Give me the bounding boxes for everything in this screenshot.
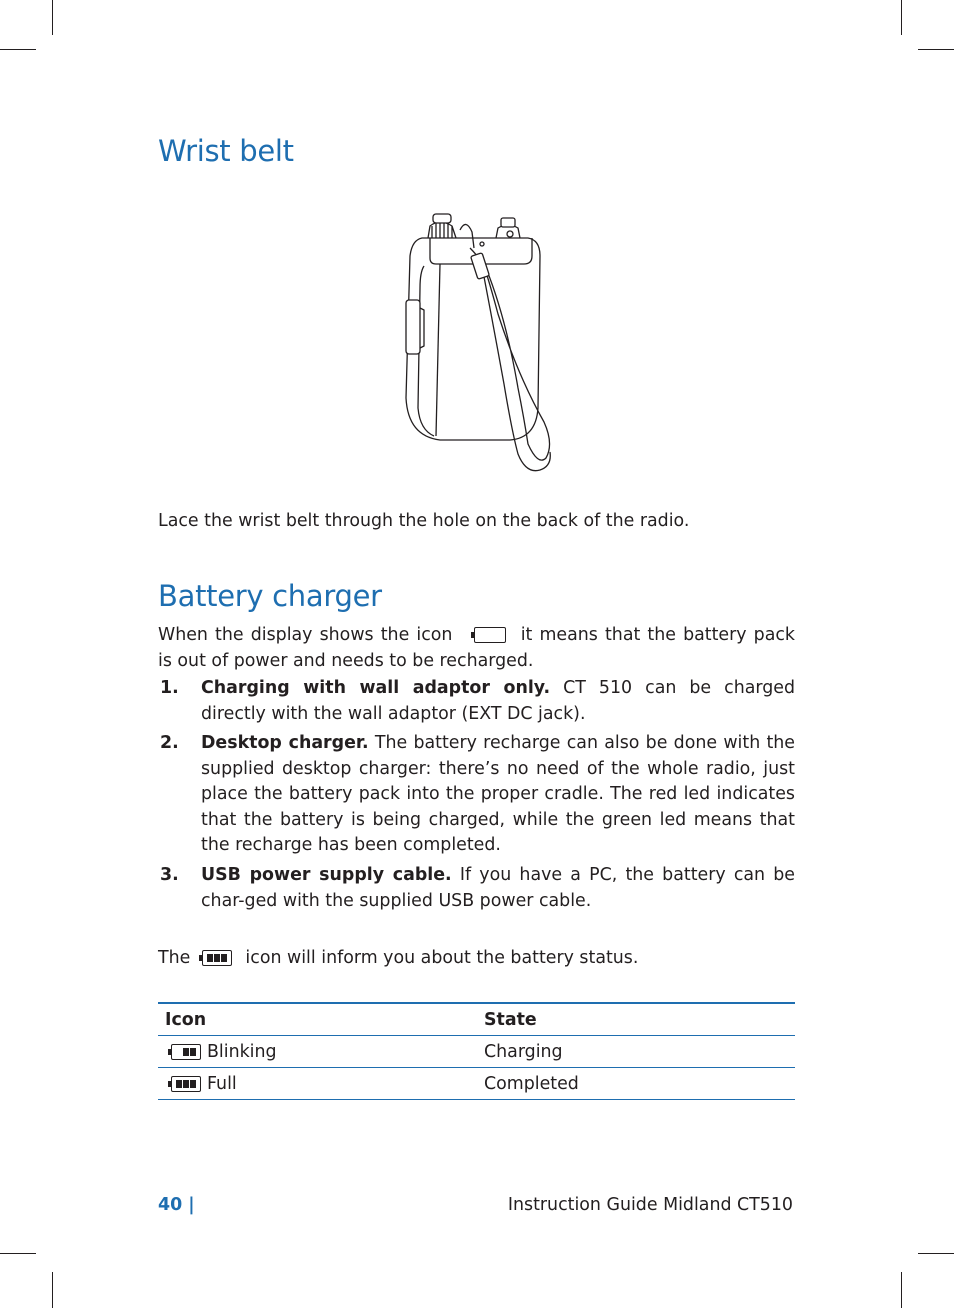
crop-mark [918,49,954,50]
list-item [158,863,795,914]
list-item-number: 1. [160,678,179,698]
table-cell-icon [158,1036,477,1068]
table-header-row [158,1003,795,1036]
table-cell-state: Completed [477,1068,795,1100]
list-item-text: If you have a PC, the battery can be char-ged with the supplied USB power cable. [201,865,795,911]
status-text-after: icon will inform you about the battery status. [245,948,639,968]
list-item [158,731,795,859]
wrist-belt-caption: Lace the wrist belt through the hole on the back of the radio. [158,511,690,531]
wrist-belt-heading: Wrist belt [158,134,294,168]
radio-with-wrist-strap-illustration [400,208,560,480]
table-cell-icon-label: Full [207,1073,237,1094]
crop-mark [52,0,53,35]
crop-mark [52,1272,53,1308]
list-item-text: The battery recharge can also be done with the supplied desktop charger: there’s no need of the whole radio, just place the battery pack into the proper cradle. The red led indicates that the battery is being charged, while the green led means that the recharge has been completed. [201,733,796,856]
battery-full-icon [202,950,232,966]
list-item-title: Charging with wall adaptor only. [201,678,551,698]
battery-charger-heading: Battery charger [158,579,382,613]
table-row [158,1036,795,1068]
battery-partial-icon [171,1044,201,1060]
list-item [158,676,795,727]
intro-text-after: it means that the battery pack is out of power and needs to be recharged. [158,625,795,671]
crop-mark [0,49,36,50]
battery-status-table [158,1002,795,1100]
table-header-icon: Icon [158,1003,477,1036]
battery-intro-paragraph [158,623,795,674]
list-item-number: 2. [160,733,179,753]
list-item-title: Desktop charger. [201,733,369,753]
page-number: 40 | [158,1195,195,1215]
list-item-number: 3. [160,865,179,885]
table-cell-icon [158,1068,477,1100]
battery-empty-icon [474,627,506,643]
battery-full-icon [171,1076,201,1092]
list-item-title: USB power supply cable. [201,865,452,885]
table-cell-icon-label: Blinking [207,1041,277,1062]
table-row [158,1068,795,1100]
crop-mark [0,1253,36,1254]
crop-mark [918,1253,954,1254]
crop-mark [901,0,902,35]
list-item-text: CT 510 can be charged directly with the wall adaptor (EXT DC jack). [201,678,795,724]
intro-text-before: When the display shows the icon [158,625,453,645]
status-text-before: The [158,948,191,968]
crop-mark [901,1272,902,1308]
table-cell-state: Charging [477,1036,795,1068]
table-header-state: State [477,1003,795,1036]
battery-status-paragraph [158,946,795,972]
footer-title: Instruction Guide Midland CT510 [507,1195,793,1215]
